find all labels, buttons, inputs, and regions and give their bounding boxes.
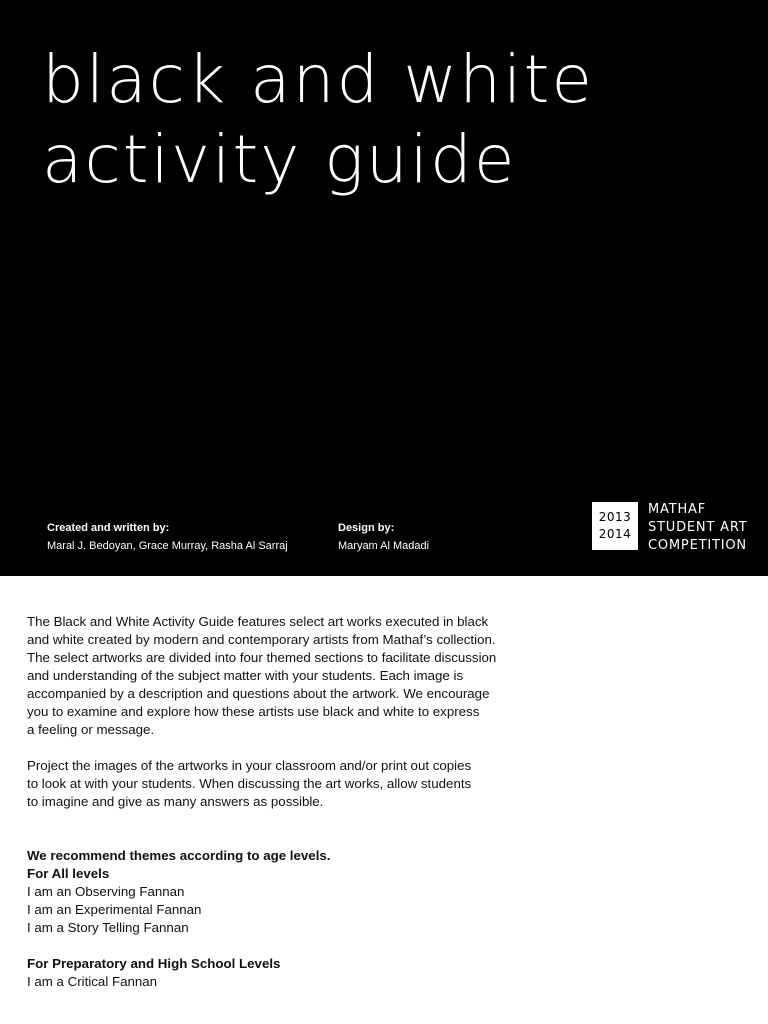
credits-written bbox=[47, 519, 288, 555]
title-line-2: activity guide bbox=[42, 121, 517, 198]
intro-p1-line: The Black and White Activity Guide features select art works executed in black bbox=[27, 614, 489, 629]
theme-item: I am an Experimental Fannan bbox=[27, 902, 202, 917]
intro-paragraph-1 bbox=[27, 613, 527, 739]
logo-years-box bbox=[592, 502, 638, 550]
all-levels-heading: For All levels bbox=[27, 866, 110, 881]
intro-p2-line: Project the images of the artworks in your classroom and/or print out copies bbox=[27, 758, 472, 773]
logo-line-1: MATHAF bbox=[648, 502, 706, 517]
spacer bbox=[27, 937, 527, 955]
theme-item: I am a Critical Fannan bbox=[27, 974, 158, 989]
logo-text bbox=[648, 501, 747, 555]
intro-p1-line: accompanied by a description and questions about the artwork. We encourage bbox=[27, 686, 490, 701]
design-value: Maryam Al Madadi bbox=[338, 540, 430, 552]
logo-year-end: 2014 bbox=[598, 527, 632, 541]
theme-item: I am an Observing Fannan bbox=[27, 884, 185, 899]
written-label: Created and written by: bbox=[47, 522, 170, 534]
intro-p2-line: to look at with your students. When discussing the art works, allow students bbox=[27, 776, 472, 791]
spacer bbox=[27, 739, 527, 757]
intro-p1-line: The select artworks are divided into four themed sections to facilitate discussion bbox=[27, 650, 497, 665]
prep-high-heading: For Preparatory and High School Levels bbox=[27, 956, 281, 971]
written-value: Maral J. Bedoyan, Grace Murray, Rasha Al Sarraj bbox=[47, 540, 288, 552]
intro-section bbox=[27, 613, 527, 991]
themes-heading: We recommend themes according to age levels. bbox=[27, 848, 331, 863]
intro-paragraph-2 bbox=[27, 757, 527, 811]
intro-p1-line: you to examine and explore how these artists use black and white to express bbox=[27, 704, 480, 719]
intro-p1-line: and white created by modern and contemporary artists from Mathaf’s collection. bbox=[27, 632, 496, 647]
logo-line-2: STUDENT ART bbox=[648, 520, 748, 535]
credits-design bbox=[338, 519, 429, 555]
logo-line-3: COMPETITION bbox=[648, 538, 747, 553]
design-label: Design by: bbox=[338, 522, 395, 534]
theme-item: I am a Story Telling Fannan bbox=[27, 920, 189, 935]
logo-year-start: 2013 bbox=[598, 510, 632, 524]
mathaf-logo bbox=[592, 502, 748, 553]
title-line-1: black and white bbox=[42, 41, 594, 118]
guide-title bbox=[42, 40, 594, 200]
intro-p1-line: a feeling or message. bbox=[27, 722, 155, 737]
spacer bbox=[27, 811, 527, 847]
intro-p2-line: to imagine and give as many answers as possible. bbox=[27, 794, 324, 809]
themes-section bbox=[27, 847, 527, 991]
intro-p1-line: and understanding of the subject matter with your students. Each image is bbox=[27, 668, 464, 683]
